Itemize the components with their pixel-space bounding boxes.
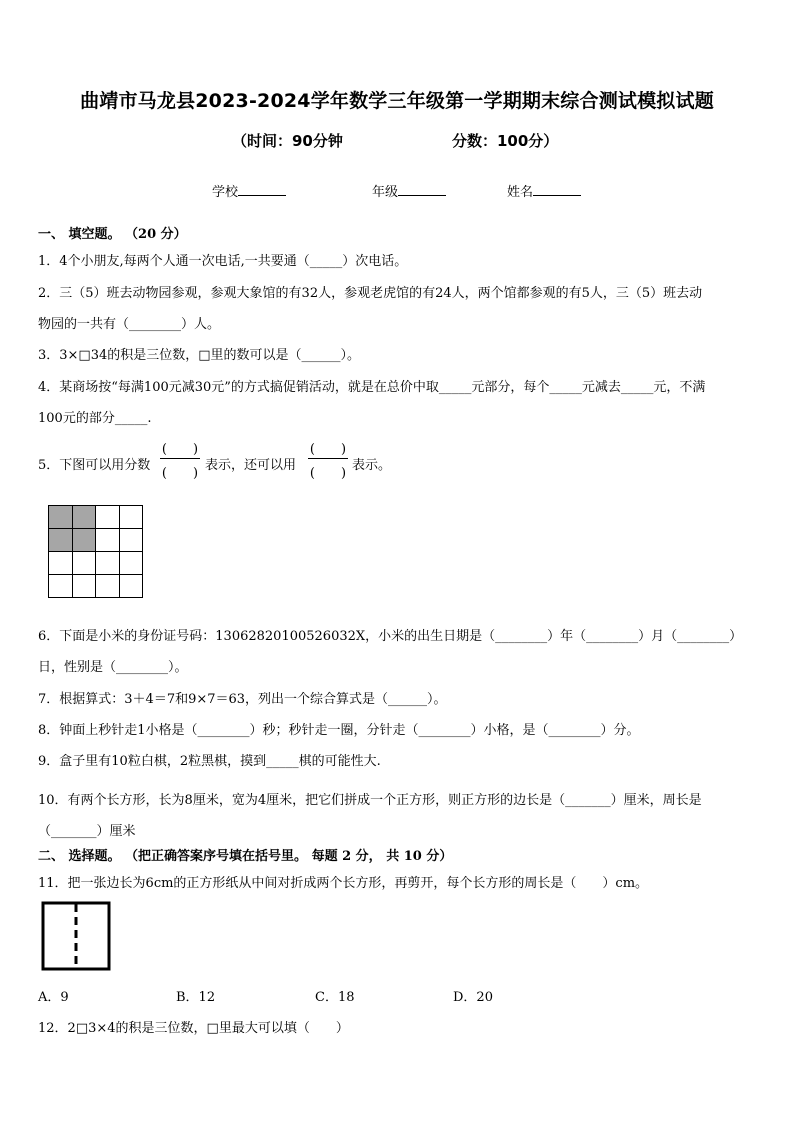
option-d: D．20 bbox=[453, 990, 493, 1005]
question-5-suffix: 表示。 bbox=[352, 458, 392, 473]
question-10-line1: 10．有两个长方形，长为8厘米，宽为4厘米，把它们拼成一个正方形，则正方形的边长是（_______）厘米，周长是 bbox=[38, 793, 702, 808]
question-5-prefix: 5．下图可以用分数 bbox=[38, 458, 151, 473]
question-2-line2: 物园的一共有（________）人。 bbox=[38, 317, 221, 332]
fraction-2-denominator: ( ) bbox=[309, 466, 347, 481]
question-5-middle: 表示，还可以用 bbox=[205, 458, 297, 473]
question-11: 11．把一张边长为6cm的正方形纸从中间对折成两个长方形，再剪开，每个长方形的周长是（ ）cm。 bbox=[38, 876, 649, 891]
option-b: B．12 bbox=[176, 990, 216, 1005]
question-1: 1．4个小朋友,每两个人通一次电话,一共要通（_____）次电话。 bbox=[38, 254, 408, 269]
grade-field bbox=[372, 181, 446, 200]
question-2-line1: 2．三（5）班去动物园参观，参观大象馆的有32人，参观老虎馆的有24人，两个馆都参观的有5人，三（5）班去动 bbox=[38, 286, 703, 301]
exam-time: （时间：90分钟 bbox=[232, 132, 343, 150]
question-6-line2: 日，性别是（________）。 bbox=[38, 660, 188, 675]
name-label: 姓名 bbox=[507, 185, 534, 200]
question-12: 12．2□3×4的积是三位数，□里最大可以填（ ） bbox=[38, 1021, 349, 1036]
option-c: C．18 bbox=[315, 990, 355, 1005]
question-3: 3．3×□34的积是三位数，□里的数可以是（______）。 bbox=[38, 348, 361, 363]
fraction-1-denominator: ( ) bbox=[161, 466, 199, 481]
question-7: 7．根据算式：3＋4＝7和9×7＝63，列出一个综合算式是（______）。 bbox=[38, 692, 447, 707]
question-9: 9．盒子里有10粒白棋，2粒黑棋，摸到_____棋的可能性大. bbox=[38, 754, 381, 769]
question-6-line1: 6．下面是小米的身份证号码：13062820100526032X，小米的出生日期是（________）年（________）月（________） bbox=[38, 629, 743, 644]
question-4-line1: 4．某商场按“每满100元减30元”的方式搞促销活动，就是在总价中取_____元部分，每个_____元减去_____元，不满 bbox=[38, 380, 706, 395]
section-multiple-choice: 二、 选择题。 （把正确答案序号填在括号里。 每题 2 分， 共 10 分） bbox=[38, 849, 453, 864]
option-a: A．9 bbox=[38, 990, 69, 1005]
question-4-line2: 100元的部分_____. bbox=[38, 411, 152, 426]
section-fill-blank: 一、 填空题。 （20 分） bbox=[38, 227, 187, 242]
question-8: 8．钟面上秒针走1小格是（________）秒；秒针走一圈，分针走（________）小格，是（________）分。 bbox=[38, 723, 640, 738]
grade-label: 年级 bbox=[372, 185, 399, 200]
question-10-line2: （_______）厘米 bbox=[38, 824, 136, 839]
fraction-1-numerator: ( ) bbox=[161, 442, 199, 457]
page-title: 曲靖市马龙县2023-2024学年数学三年级第一学期期末综合测试模拟试题 bbox=[80, 90, 714, 112]
exam-score: 分数：100分） bbox=[452, 132, 559, 150]
school-field bbox=[212, 181, 286, 200]
school-label: 学校 bbox=[212, 185, 239, 200]
fraction-grid-figure bbox=[48, 505, 143, 598]
name-field bbox=[507, 181, 581, 200]
fraction-2-numerator: ( ) bbox=[309, 442, 347, 457]
folded-square-figure bbox=[40, 900, 112, 972]
